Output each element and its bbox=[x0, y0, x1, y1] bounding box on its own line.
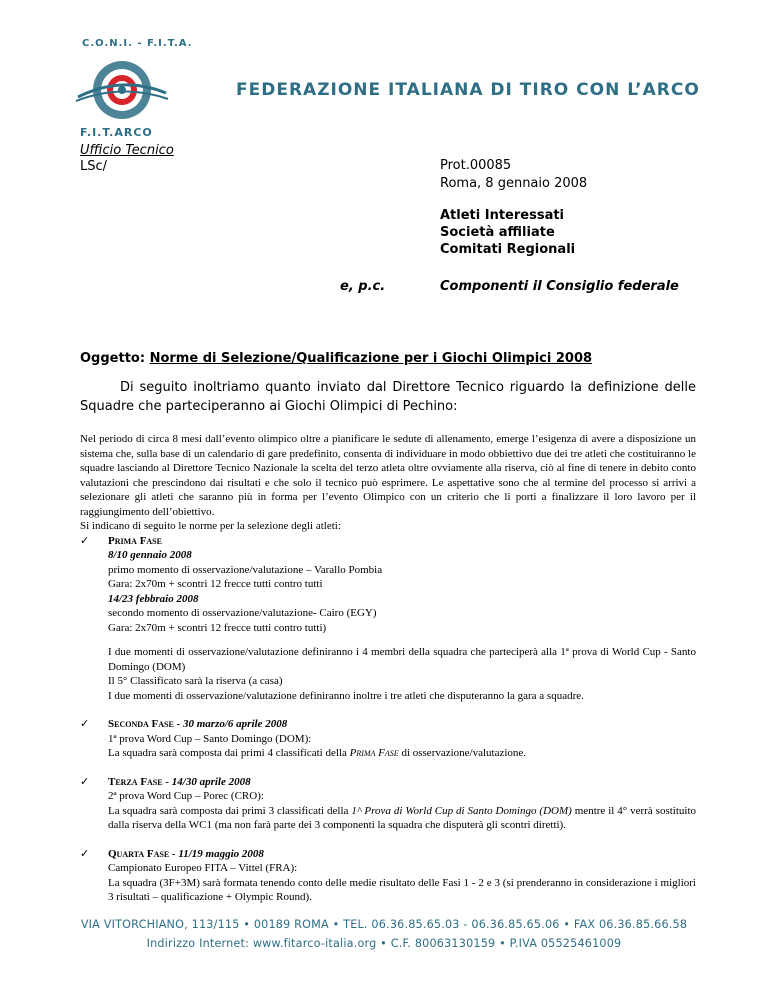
fitarco-label: F.I.T.ARCO bbox=[80, 126, 153, 139]
phase-line: Gara: 2x70m + scontri 12 frecce tutti contro tutti) bbox=[108, 621, 327, 634]
epc-label: e, p.c. bbox=[340, 279, 386, 294]
phase-line: La squadra (3F+3M) sarà formata tenendo conto delle medie risultato delle Fasi 1 - 2 e 3 (si prenderanno in considerazione i migliori 3 risultati – qualificazione + Olympic Round). bbox=[108, 876, 696, 903]
phase-2 bbox=[80, 717, 696, 761]
office-code: LSc/ bbox=[80, 159, 108, 174]
subject-text: Norme di Selezione/Qualificazione per i Giochi Olimpici 2008 bbox=[149, 351, 593, 366]
epc-recipient: Componenti il Consiglio federale bbox=[440, 279, 679, 294]
phase-line: secondo momento di osservazione/valutazione- Cairo (EGY) bbox=[108, 607, 377, 619]
fitarco-logo-icon bbox=[72, 57, 172, 123]
phase-note: Il 5° Classificato sarà la riserva (a casa) bbox=[108, 675, 283, 687]
check-icon: ✓ bbox=[80, 847, 90, 860]
phase-4 bbox=[80, 847, 696, 905]
phase-date: - 30 marzo/6 aprile 2008 bbox=[173, 718, 288, 730]
phase-3 bbox=[80, 775, 696, 833]
subject-label: Oggetto: bbox=[80, 351, 146, 366]
protocol-number: Prot.00085 bbox=[440, 158, 512, 173]
office-name: Ufficio Tecnico bbox=[80, 143, 174, 158]
footer-web: Indirizzo Internet: www.fitarco-italia.org • C.F. 80063130159 • P.IVA 05525461009 bbox=[146, 937, 622, 950]
phase-date: - 11/19 maggio 2008 bbox=[169, 847, 264, 860]
protocol-block bbox=[440, 157, 587, 193]
phase-title: Prima Fase bbox=[108, 534, 162, 547]
phase-line: La squadra sarà composta dai primi 4 classificati della Prima Fase di osservazione/valutazione. bbox=[108, 747, 527, 759]
phase-title: Quarta Fase bbox=[108, 847, 170, 860]
check-icon: ✓ bbox=[80, 775, 90, 788]
phase-1 bbox=[80, 534, 696, 704]
check-icon: ✓ bbox=[80, 534, 90, 547]
phase-date: 14/23 febbraio 2008 bbox=[108, 592, 199, 605]
protocol-date: Roma, 8 gennaio 2008 bbox=[440, 176, 588, 191]
body-paragraph: Si indicano di seguito le norme per la selezione degli atleti: bbox=[80, 520, 341, 532]
phase-note: I due momenti di osservazione/valutazione definiranno i 4 membri della squadra che parteciperà alla 1ª prova di World Cup - Santo Domingo (DOM) bbox=[108, 646, 696, 673]
phase-line: Campionato Europeo FITA – Vittel (FRA): bbox=[108, 862, 298, 874]
footer-address: VIA VITORCHIANO, 113/115 • 00189 ROMA • TEL. 06.36.85.65.03 - 06.36.85.65.06 • FAX 06.36.85.66.58 bbox=[80, 918, 688, 931]
recipient-item: Comitati Regionali bbox=[440, 242, 576, 257]
federation-title: FEDERAZIONE ITALIANA DI TIRO CON L’ARCO bbox=[236, 80, 700, 100]
phase-note: I due momenti di osservazione/valutazione definiranno inoltre i tre atleti che disputeranno la gara a squadre. bbox=[108, 689, 584, 702]
recipients-block bbox=[440, 207, 575, 258]
phase-date: - 14/30 aprile 2008 bbox=[162, 775, 251, 788]
intro-paragraph: Di seguito inoltriamo quanto inviato dal Direttore Tecnico riguardo la definizione delle Squadre che parteciperanno ai Giochi Olimpici di Pechino: bbox=[80, 380, 696, 414]
office-block bbox=[80, 143, 174, 175]
phase-line: La squadra sarà composta dai primi 3 classificati della 1^ Prova di World Cup di Santo Domingo (DOM) mentre il 4° verrà sostituito dalla riserva della WC1 (ma non farà parte dei 3 componenti la squadra che disputerà gli scontri diretti). bbox=[108, 804, 697, 831]
phase-line: Gara: 2x70m + scontri 12 frecce tutti contro tutti bbox=[108, 578, 323, 590]
body-paragraph: Nel periodo di circa 8 mesi dall’evento olimpico oltre a pianificare le sedute di allenamento, emerge l’esigenza di avere a disposizione un sistema che, sulla base di un calendario di gare predefinito, consenta di individuare in modo obbiettivo due dei tre atleti che costituiranno le squadre lasciando al Direttore Tecnico Nazionale la scelta del terzo atleta oltre ovviamente alla riserva, ciò al fine di tenere in debito conto valutazioni che prescindono dai risultati e che solo il tecnico può esprimere. Le aspettative sono che al termine del processo si arrivi a selezionare gli atleti che saranno più in forma per l’evento Olimpico con un criterio che li porti a finalizzare il loro lavoro per il raggiungimento dell’obiettivo. bbox=[80, 433, 696, 518]
phase-line: 2ª prova Word Cup – Porec (CRO): bbox=[108, 790, 264, 802]
phase-title: Seconda Fase bbox=[108, 718, 174, 730]
subject-line bbox=[80, 351, 592, 366]
phase-line: primo momento di osservazione/valutazione – Varallo Pombia bbox=[108, 563, 383, 576]
phase-line: 1ª prova Word Cup – Santo Domingo (DOM): bbox=[108, 732, 312, 745]
phase-date: 8/10 gennaio 2008 bbox=[108, 549, 192, 561]
recipient-item: Società affiliate bbox=[440, 225, 555, 240]
coni-label: C.O.N.I. - F.I.T.A. bbox=[82, 38, 193, 49]
letter-body bbox=[80, 432, 696, 905]
check-icon: ✓ bbox=[80, 718, 90, 730]
phase-title: Terza Fase bbox=[108, 775, 163, 788]
recipient-item: Atleti Interessati bbox=[440, 208, 565, 223]
